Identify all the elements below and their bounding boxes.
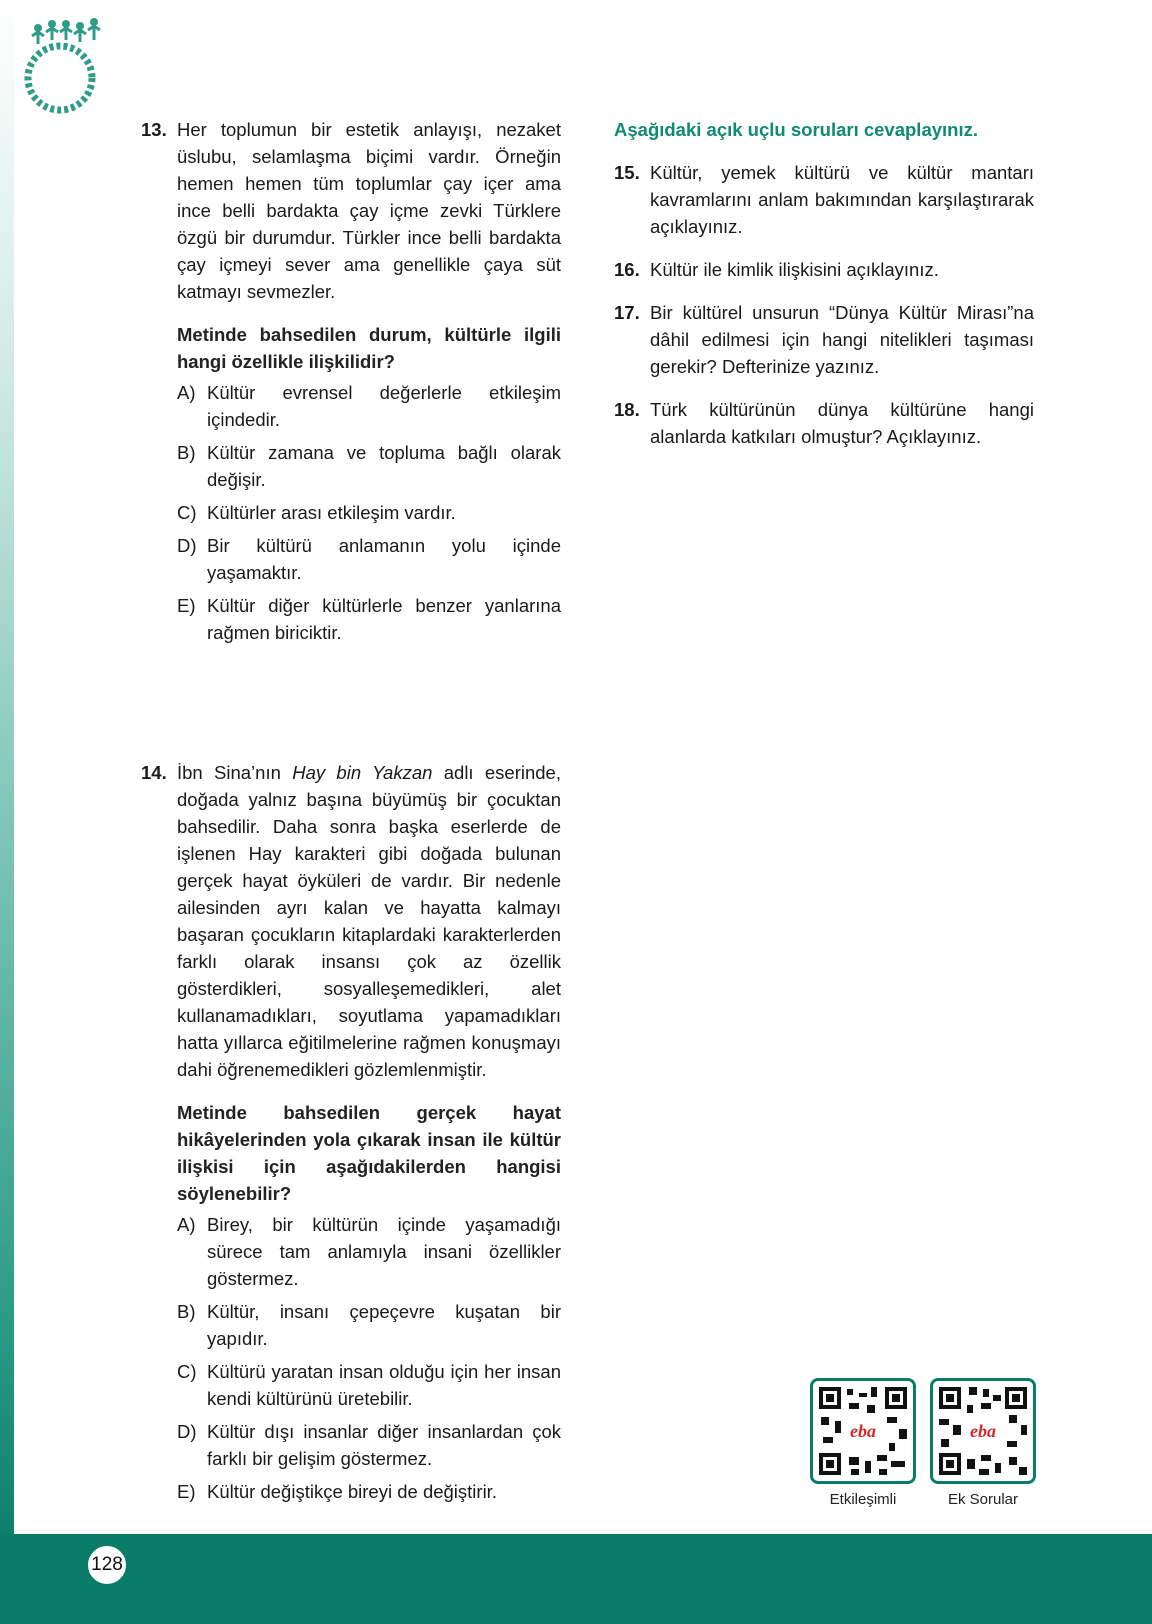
question-number: 13. bbox=[141, 119, 167, 140]
option-text: Kültür evrensel değerlerle etkileşim içindedir. bbox=[207, 382, 561, 430]
option-a[interactable] bbox=[177, 1211, 561, 1292]
question-number: 16. bbox=[614, 259, 640, 280]
options-list bbox=[177, 379, 561, 646]
option-text: Kültür zamana ve topluma bağlı olarak değişir. bbox=[207, 442, 561, 490]
option-letter: E) bbox=[177, 1481, 196, 1502]
option-text: Kültür, insanı çepeçevre kuşatan bir yapıdır. bbox=[207, 1301, 561, 1349]
qr-label: Etkileşimli bbox=[829, 1491, 897, 1508]
qr-label: Ek Sorular bbox=[947, 1491, 1019, 1508]
book-title: Hay bin Yakzan bbox=[292, 762, 433, 783]
option-text: Bir kültürü anlamanın yolu içinde yaşamaktır. bbox=[207, 535, 561, 583]
option-a[interactable] bbox=[177, 379, 561, 433]
people-circle-logo-icon bbox=[14, 14, 110, 124]
option-letter: C) bbox=[177, 1361, 197, 1382]
question-18 bbox=[614, 396, 1034, 450]
question-number: 15. bbox=[614, 162, 640, 183]
option-letter: E) bbox=[177, 595, 196, 616]
qr-codes bbox=[810, 1378, 1036, 1518]
option-text: Kültürü yaratan insan olduğu için her insan kendi kültürünü üretebilir. bbox=[207, 1361, 561, 1409]
question-text: Türk kültürünün dünya kültürüne hangi alanlarda katkıları olmuştur? Açıklayınız. bbox=[650, 399, 1034, 447]
question-15 bbox=[614, 159, 1034, 240]
question-number: 17. bbox=[614, 302, 640, 323]
qr-code-ek-sorular[interactable] bbox=[930, 1378, 1036, 1484]
footer-band bbox=[0, 1534, 1152, 1624]
question-stem: Metinde bahsedilen gerçek hayat hikâyelerinden yola çıkarak insan ile kültür ilişkisi için aşağıdakilerden hangisi söylenebilir? bbox=[177, 1102, 561, 1204]
question-text-rest: adlı eserinde, doğada yalnız başına büyümüş bir çocuktan bahsedilir. Daha sonra başka eserlerde de işlenen Hay karakteri gibi doğada bulunan gerçek hayat öyküleri de vardır. Bir nedenle ailesinden ayrı kalan ve hayatta kalmayı başaran çocukların kitaplardaki karakterlerden farklı olarak insansı çok az özellik gösterdikleri, sosyalleşemedikleri, alet kullanamadıkları, soyutlama yapamadıkları hatta yıllarca eğitilmelerine rağmen konuşmayı dahi öğrenemedikleri gözlemlenmiştir. bbox=[177, 762, 561, 1080]
question-number: 18. bbox=[614, 399, 640, 420]
instruction-heading: Aşağıdaki açık uçlu soruları cevaplayınız. bbox=[614, 119, 978, 140]
question-text: Kültür, yemek kültürü ve kültür mantarı kavramlarını anlam bakımından karşılaştırarak açıklayınız. bbox=[650, 162, 1034, 237]
option-letter: D) bbox=[177, 1421, 197, 1442]
option-letter: D) bbox=[177, 535, 197, 556]
option-d[interactable] bbox=[177, 1418, 561, 1472]
question-text bbox=[177, 759, 561, 1083]
option-e[interactable] bbox=[177, 592, 561, 646]
eba-badge: eba bbox=[850, 1421, 876, 1441]
option-text: Kültür değiştikçe bireyi de değiştirir. bbox=[207, 1481, 497, 1502]
left-column-lower bbox=[141, 759, 561, 1511]
question-text: Her toplumun bir estetik anlayışı, nezaket üslubu, selamlaşma biçimi vardır. Örneğin hemen hemen tüm toplumlar çay içer ama ince belli bardakta çay içme zevki Türklere özgü bir durumdur. Türkler ince belli bardakta çay içmeyi sever ama genellikle çaya süt katmayı sevmezler. bbox=[177, 119, 561, 302]
option-b[interactable] bbox=[177, 439, 561, 493]
option-c[interactable] bbox=[177, 1358, 561, 1412]
option-text: Kültür diğer kültürlerle benzer yanlarına rağmen biriciktir. bbox=[207, 595, 561, 643]
option-text: Kültürler arası etkileşim vardır. bbox=[207, 502, 456, 523]
option-e[interactable] bbox=[177, 1478, 561, 1505]
question-13 bbox=[141, 116, 561, 652]
question-17 bbox=[614, 299, 1034, 380]
question-14 bbox=[141, 759, 561, 1511]
question-text: Bir kültürel unsurun “Dünya Kültür Mirası”na dâhil edilmesi için hangi nitelikleri taşıması gerekir? Defterinize yazınız. bbox=[650, 302, 1034, 377]
option-letter: C) bbox=[177, 502, 197, 523]
option-text: Kültür dışı insanlar diğer insanlardan çok farklı bir gelişim göstermez. bbox=[207, 1421, 561, 1469]
option-b[interactable] bbox=[177, 1298, 561, 1352]
qr-code-etkilesimli[interactable] bbox=[810, 1378, 916, 1484]
qr-pattern-icon bbox=[933, 1381, 1033, 1481]
option-letter: B) bbox=[177, 1301, 196, 1322]
question-stem: Metinde bahsedilen durum, kültürle ilgili hangi özellikle ilişkilidir? bbox=[177, 324, 561, 372]
question-text-start: İbn Sina’nın bbox=[177, 762, 293, 783]
page-number: 128 bbox=[86, 1544, 128, 1586]
options-list bbox=[177, 1211, 561, 1505]
right-column bbox=[614, 116, 1034, 466]
question-text: Kültür ile kimlik ilişkisini açıklayınız. bbox=[650, 259, 939, 280]
option-text: Birey, bir kültürün içinde yaşamadığı sürece tam anlamıyla insani özellikler göstermez. bbox=[207, 1214, 561, 1289]
left-column bbox=[141, 116, 561, 652]
option-d[interactable] bbox=[177, 532, 561, 586]
option-letter: A) bbox=[177, 1214, 196, 1235]
option-letter: A) bbox=[177, 382, 196, 403]
question-number: 14. bbox=[141, 762, 167, 783]
eba-badge: eba bbox=[970, 1421, 996, 1441]
option-letter: B) bbox=[177, 442, 196, 463]
side-gradient-band bbox=[0, 0, 14, 1534]
question-16 bbox=[614, 256, 1034, 283]
qr-pattern-icon bbox=[813, 1381, 913, 1481]
option-c[interactable] bbox=[177, 499, 561, 526]
